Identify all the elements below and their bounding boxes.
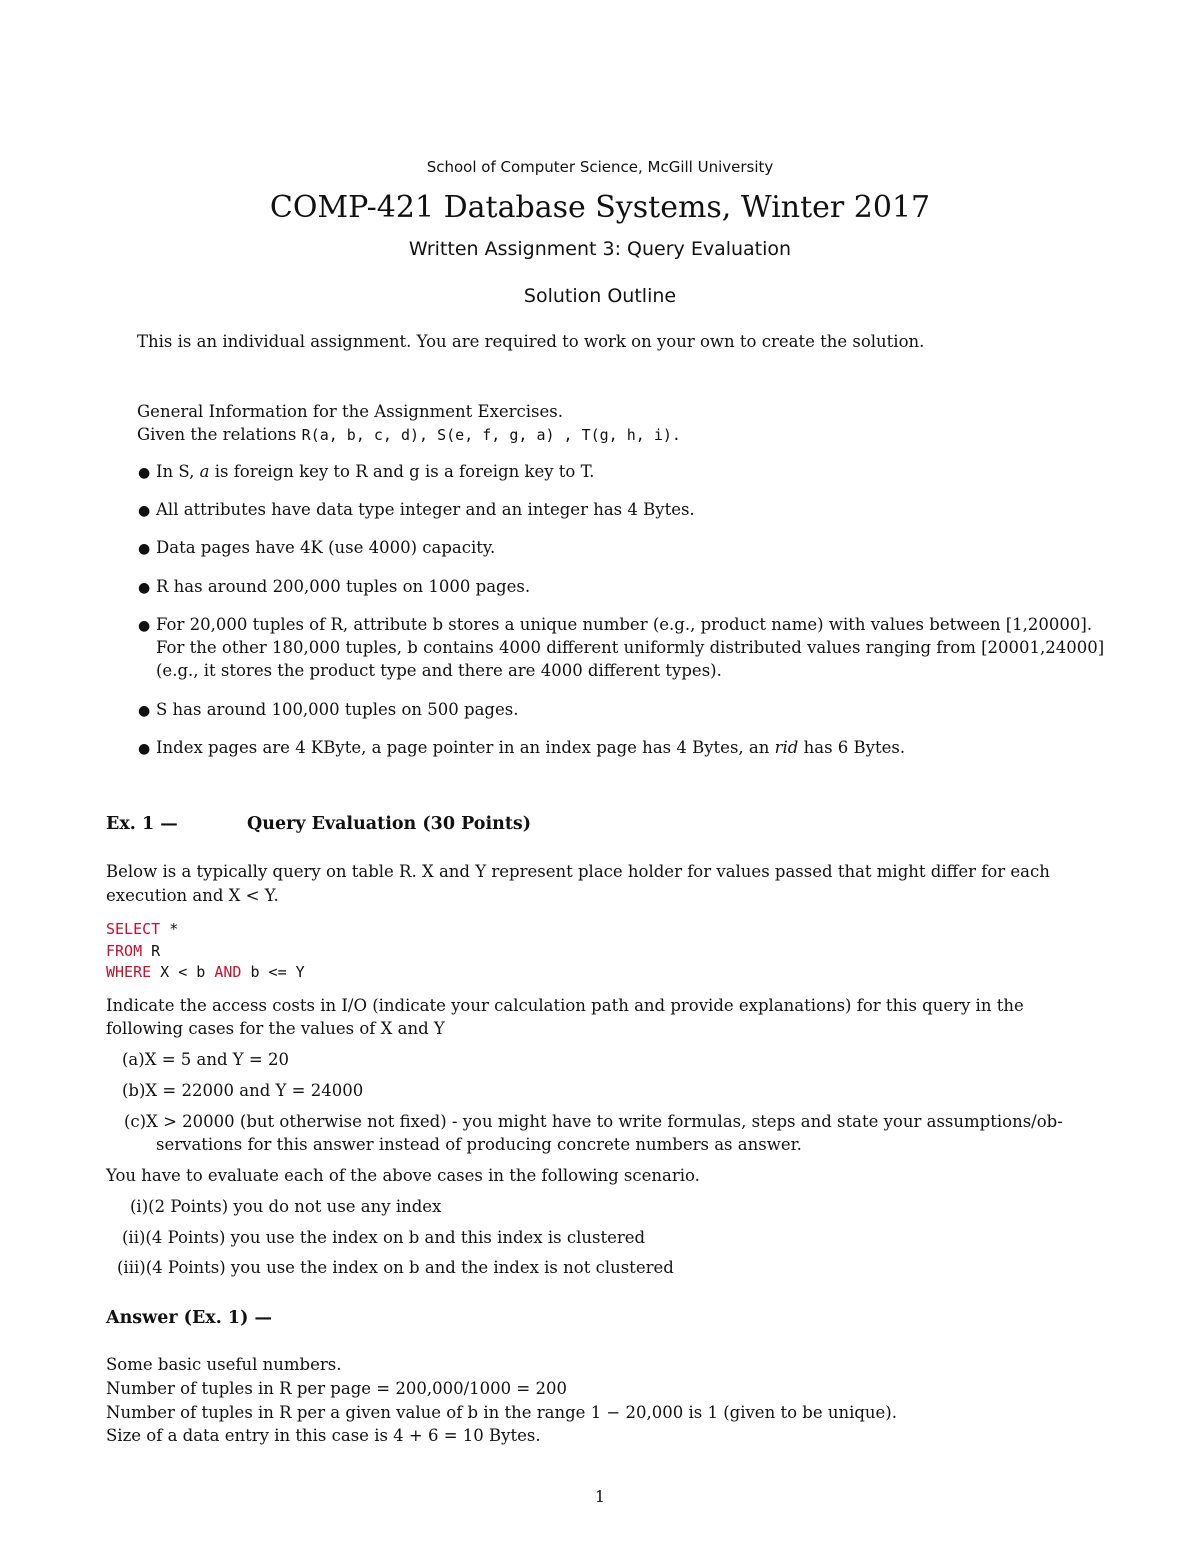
answer-line: Some basic useful numbers.	[106, 1355, 342, 1374]
list-item-text: For 20,000 tuples of R, attribute b stores a unique number (e.g., product name) with values between [1,20000].	[156, 615, 1093, 634]
bullet-icon: ●	[138, 465, 151, 481]
sql-text: *	[160, 920, 179, 938]
list-item-text: In S,	[156, 462, 200, 481]
instructions: following cases for the values of X and Y	[106, 1019, 445, 1038]
bullet-icon: ●	[138, 703, 151, 719]
list-item-text: Index pages are 4 KByte, a page pointer in an index page has 4 Bytes, an	[156, 738, 775, 757]
case-b: (b)X = 22000 and Y = 24000	[122, 1081, 364, 1100]
sql-keyword: AND	[214, 963, 242, 981]
answer-line: Number of tuples in R per a given value of b in the range 1 − 20,000 is 1 (given to be unique).	[106, 1403, 897, 1422]
bullet-icon: ●	[138, 541, 151, 557]
list-item-emph: a	[199, 462, 210, 481]
sql-text: R	[142, 942, 161, 960]
list-item-text: S has around 100,000 tuples on 500 pages.	[156, 700, 519, 719]
school-name: School of Computer Science, McGill University	[426, 158, 774, 176]
list-item-text: (e.g., it stores the product type and there are 4000 different types).	[156, 661, 722, 680]
scenario-ii: (ii)(4 Points) you use the index on b and this index is clustered	[122, 1228, 646, 1247]
intro-text: This is an individual assignment. You are required to work on your own to create the solution.	[137, 332, 925, 351]
bullet-icon: ●	[138, 503, 151, 519]
sql-select-line	[106, 920, 178, 938]
relations-line	[137, 425, 681, 444]
sql-text: X < b	[151, 963, 215, 981]
solution-subtitle: Solution Outline	[523, 285, 677, 307]
exercise-title: Query Evaluation (30 Points)	[247, 814, 532, 834]
exercise-description: execution and X < Y.	[106, 886, 279, 905]
instructions: Indicate the access costs in I/O (indicate your calculation path and provide explanations) for this query in the	[106, 996, 1024, 1015]
bullet-icon: ●	[138, 741, 151, 757]
list-item-text: All attributes have data type integer and an integer has 4 Bytes.	[156, 500, 695, 519]
bullet-icon: ●	[138, 618, 151, 634]
assignment-title: Written Assignment 3: Query Evaluation	[408, 238, 792, 260]
list-item-text: is foreign key to R and g is a foreign key to T.	[209, 462, 595, 481]
course-title: COMP-421 Database Systems, Winter 2017	[269, 190, 931, 225]
general-heading: General Information for the Assignment Exercises.	[137, 402, 563, 421]
relations-prefix: Given the relations	[137, 425, 297, 444]
sql-where-line	[106, 963, 305, 981]
case-a: (a)X = 5 and Y = 20	[122, 1050, 289, 1069]
case-c-continued: servations for this answer instead of producing concrete numbers as answer.	[156, 1135, 802, 1154]
answer-line: Size of a data entry in this case is 4 + 6 = 10 Bytes.	[106, 1426, 541, 1445]
sql-keyword: SELECT	[106, 920, 161, 938]
scenario-intro: You have to evaluate each of the above cases in the following scenario.	[106, 1166, 700, 1185]
sql-from-line	[106, 942, 160, 960]
exercise-description: Below is a typically query on table R. X and Y represent place holder for values passed that might differ for each	[106, 862, 1050, 881]
list-item-text: Data pages have 4K (use 4000) capacity.	[156, 538, 496, 557]
case-c: (c)X > 20000 (but otherwise not fixed) - you might have to write formulas, steps and state your assumptions/ob-	[124, 1112, 1063, 1131]
answer-line: Number of tuples in R per page = 200,000/1000 = 200	[106, 1379, 567, 1398]
sql-keyword: WHERE	[106, 963, 152, 981]
sql-keyword: FROM	[106, 942, 143, 960]
list-item-emph: rid	[774, 738, 799, 757]
exercise-label: Ex. 1 —	[106, 814, 178, 834]
scenario-i: (i)(2 Points) you do not use any index	[130, 1197, 442, 1216]
page-number: 1	[594, 1487, 606, 1506]
list-item-text: R has around 200,000 tuples on 1000 pages.	[156, 577, 531, 596]
bullet-icon: ●	[138, 580, 151, 596]
answer-heading: Answer (Ex. 1) —	[106, 1308, 272, 1328]
sql-text: b <= Y	[241, 963, 305, 981]
list-item-text: has 6 Bytes.	[798, 738, 906, 757]
relations-schema: R(a, b, c, d), S(e, f, g, a) , T(g, h, i).	[301, 426, 681, 444]
scenario-iii: (iii)(4 Points) you use the index on b and the index is not clustered	[117, 1258, 674, 1277]
list-item-text: For the other 180,000 tuples, b contains 4000 different uniformly distributed values ranging from [20001,24000]	[156, 638, 1105, 657]
